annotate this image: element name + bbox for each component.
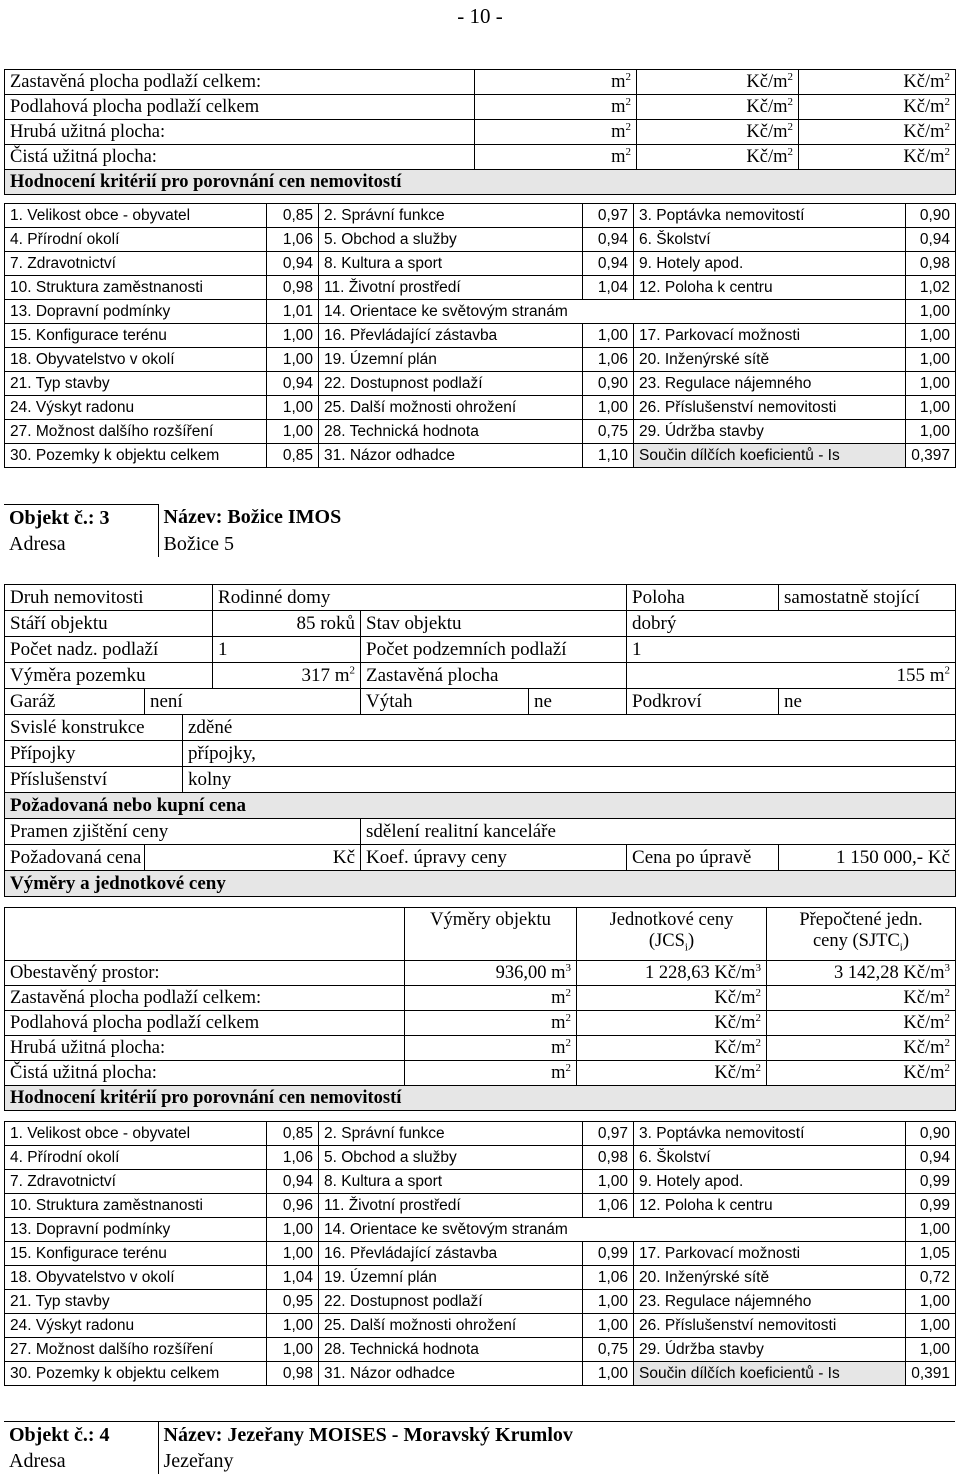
area-label: Čistá užitná plocha: <box>5 1061 405 1086</box>
criteria-label: 26. Příslušenství nemovitosti <box>634 1314 906 1338</box>
criteria-label: 8. Kultura a sport <box>319 1170 583 1194</box>
garaz-value: není <box>145 689 361 715</box>
col-sjtc: Přepočtené jedn. ceny $(SJTC_i)$ <box>767 908 956 961</box>
criteria-label: 11. Životní prostředí <box>319 276 583 300</box>
criteria-label: 7. Zdravotnictví <box>5 252 267 276</box>
criteria-label: 21. Typ stavby <box>5 1290 267 1314</box>
criteria-label: 3. Poptávka nemovitostí <box>634 1122 906 1146</box>
criteria-row <box>5 1194 956 1218</box>
object3-address: Božice 5 <box>158 531 955 557</box>
area-label: Hrubá užitná plocha: <box>5 120 475 145</box>
criteria-row <box>5 1338 956 1362</box>
criteria-value: 1,00 <box>267 1218 319 1242</box>
criteria-value: 1,06 <box>583 1194 634 1218</box>
object3-address-label: Adresa <box>9 532 66 555</box>
criteria-label: 31. Názor odhadce <box>319 1362 583 1386</box>
criteria-row <box>5 372 956 396</box>
criteria-label: 2. Správní funkce <box>319 1122 583 1146</box>
criteria-row <box>5 420 956 444</box>
area-recalc: $Kč/m^2$ <box>767 986 956 1011</box>
pramen-value: sdělení realitní kanceláře <box>361 819 956 845</box>
criteria-value: 1,06 <box>583 1266 634 1290</box>
criteria-label: 5. Obchod a služby <box>319 228 583 252</box>
criteria-value: 0,94 <box>583 252 634 276</box>
criteria-label: 23. Regulace nájemného <box>634 1290 906 1314</box>
criteria-label: 25. Další možnosti ohrožení <box>319 396 583 420</box>
criteria-value: 0,94 <box>906 1146 956 1170</box>
criteria-label: Součin dílčích koeficientů - Is <box>634 1362 906 1386</box>
criteria-value: 0,397 <box>906 444 956 468</box>
zastav-label: Zastavěná plocha <box>361 663 627 689</box>
area-value: $m^2$ <box>475 95 637 120</box>
obestav-value: 936,00 $m^3$ <box>405 961 577 986</box>
criteria-value: 1,00 <box>906 396 956 420</box>
pozad-heading: Požadovaná nebo kupní cena <box>5 793 956 819</box>
area-label: Hrubá užitná plocha: <box>5 1036 405 1061</box>
pripojky-label: Přípojky <box>5 741 183 767</box>
area-value: $m^2$ <box>405 1036 577 1061</box>
area-label: Podlahová plocha podlaží celkem <box>5 95 475 120</box>
podzem-label: Počet podzemních podlaží <box>361 637 627 663</box>
obestav-sjtc: 3 142,28 $Kč/m^3$ <box>767 961 956 986</box>
area-value: $m^2$ <box>405 1061 577 1086</box>
criteria-value: 0,94 <box>267 252 319 276</box>
criteria-value: 1,00 <box>267 348 319 372</box>
criteria-value: 0,97 <box>583 1122 634 1146</box>
object4-header <box>4 1421 955 1474</box>
area-label: Podlahová plocha podlaží celkem <box>5 1011 405 1036</box>
koef-label: Koef. úpravy ceny <box>361 845 627 871</box>
criteria-value: 1,04 <box>583 276 634 300</box>
criteria-label: 22. Dostupnost podlaží <box>319 372 583 396</box>
criteria-value: 0,75 <box>583 420 634 444</box>
criteria-row <box>5 1362 956 1386</box>
area-recalc: $Kč/m^2$ <box>767 1036 956 1061</box>
criteria-value: 1,00 <box>267 324 319 348</box>
criteria-value: 1,00 <box>583 1290 634 1314</box>
criteria-label: 11. Životní prostředí <box>319 1194 583 1218</box>
criteria-value: 1,00 <box>906 1338 956 1362</box>
criteria-label: 19. Územní plán <box>319 348 583 372</box>
criteria-label: 24. Výskyt radonu <box>5 396 267 420</box>
criteria-value: 0,98 <box>267 276 319 300</box>
criteria-label: 30. Pozemky k objektu celkem <box>5 1362 267 1386</box>
criteria-row <box>5 348 956 372</box>
criteria-value: 0,99 <box>906 1194 956 1218</box>
criteria-label: 14. Orientace ke světovým stranám <box>319 1218 906 1242</box>
criteria-value: 0,85 <box>267 204 319 228</box>
area-value: $m^2$ <box>405 1011 577 1036</box>
pripojky-value: přípojky, <box>183 741 956 767</box>
druh-label: Druh nemovitosti <box>5 585 213 611</box>
criteria-value: 1,06 <box>267 228 319 252</box>
criteria-label: 19. Územní plán <box>319 1266 583 1290</box>
criteria-value: 1,00 <box>906 1290 956 1314</box>
criteria-row <box>5 1170 956 1194</box>
criteria-value: 0,72 <box>906 1266 956 1290</box>
stari-value: 85 roků <box>213 611 361 637</box>
criteria-value: 0,90 <box>906 1122 956 1146</box>
podzem-value: 1 <box>627 637 956 663</box>
pozcena-value: Kč <box>145 845 361 871</box>
stav-value: dobrý <box>627 611 956 637</box>
criteria-label: 17. Parkovací možnosti <box>634 1242 906 1266</box>
area-row <box>5 1011 956 1036</box>
area-value: $m^2$ <box>475 70 637 95</box>
criteria-label: 16. Převládající zástavba <box>319 324 583 348</box>
criteria-value: 0,391 <box>906 1362 956 1386</box>
criteria-label: 7. Zdravotnictví <box>5 1170 267 1194</box>
criteria-row <box>5 1314 956 1338</box>
criteria-label: 12. Poloha k centru <box>634 1194 906 1218</box>
criteria-label: 1. Velikost obce - obyvatel <box>5 204 267 228</box>
pocet-value: 1 <box>213 637 361 663</box>
criteria-label: 15. Konfigurace terénu <box>5 1242 267 1266</box>
area-label: Zastavěná plocha podlaží celkem: <box>5 70 475 95</box>
criteria-value: 1,00 <box>267 396 319 420</box>
criteria-value: 0,85 <box>267 444 319 468</box>
criteria-value: 0,85 <box>267 1122 319 1146</box>
criteria-value: 1,10 <box>583 444 634 468</box>
criteria-label: 13. Dopravní podmínky <box>5 1218 267 1242</box>
criteria-label: 29. Údržba stavby <box>634 1338 906 1362</box>
criteria-label: 29. Údržba stavby <box>634 420 906 444</box>
criteria-label: 18. Obyvatelstvo v okolí <box>5 348 267 372</box>
criteria-table-2 <box>4 1121 956 1386</box>
criteria-value: 0,99 <box>583 1242 634 1266</box>
criteria-label: 27. Možnost dalšího rozšíření <box>5 420 267 444</box>
druh-value: Rodinné domy <box>213 585 627 611</box>
area-unit-price: $Kč/m^2$ <box>637 70 799 95</box>
area-row <box>5 95 956 120</box>
criteria-value: 0,98 <box>906 252 956 276</box>
area-recalc: $Kč/m^2$ <box>767 1061 956 1086</box>
area-table-top <box>4 69 956 195</box>
area-row <box>5 986 956 1011</box>
criteria-label: 6. Školství <box>634 228 906 252</box>
criteria-value: 1,06 <box>267 1146 319 1170</box>
object4-label: Objekt č.: 4 <box>4 1422 158 1449</box>
prislus-value: kolny <box>183 767 956 793</box>
criteria-value: 1,00 <box>583 1314 634 1338</box>
criteria-label: 4. Přírodní okolí <box>5 228 267 252</box>
criteria-value: 0,98 <box>583 1146 634 1170</box>
criteria-value: 1,00 <box>583 1362 634 1386</box>
criteria-value: 0,98 <box>267 1362 319 1386</box>
object3-header <box>4 504 955 557</box>
criteria-value: 1,01 <box>267 300 319 324</box>
area-label: Zastavěná plocha podlaží celkem: <box>5 986 405 1011</box>
criteria-label: 3. Poptávka nemovitostí <box>634 204 906 228</box>
criteria-row <box>5 1266 956 1290</box>
criteria-value: 1,00 <box>267 420 319 444</box>
criteria-label: 8. Kultura a sport <box>319 252 583 276</box>
criteria-label: 9. Hotely apod. <box>634 1170 906 1194</box>
podkrovi-value: ne <box>779 689 956 715</box>
criteria-row <box>5 1122 956 1146</box>
area-row <box>5 70 956 95</box>
criteria-heading-2: Hodnocení kritérií pro porovnání cen nemovitostí <box>5 1086 956 1111</box>
criteria-value: 0,90 <box>906 204 956 228</box>
criteria-label: 23. Regulace nájemného <box>634 372 906 396</box>
area-unit-price: $Kč/m^2$ <box>577 986 767 1011</box>
criteria-value: 1,05 <box>906 1242 956 1266</box>
criteria-label: 21. Typ stavby <box>5 372 267 396</box>
criteria-row <box>5 324 956 348</box>
criteria-row <box>5 300 956 324</box>
criteria-row <box>5 276 956 300</box>
area-recalc: $Kč/m^2$ <box>799 95 956 120</box>
svisle-value: zděné <box>183 715 956 741</box>
object4-address: Jezeřany <box>158 1448 955 1474</box>
criteria-label: 25. Další možnosti ohrožení <box>319 1314 583 1338</box>
object3-name: Název: Božice IMOS <box>158 505 955 532</box>
criteria-value: 1,02 <box>906 276 956 300</box>
pocet-label: Počet nadz. podlaží <box>5 637 213 663</box>
criteria-row <box>5 1218 956 1242</box>
area-unit-price: $Kč/m^2$ <box>637 95 799 120</box>
vymera-value: 317 $m^2$ <box>213 663 361 689</box>
criteria-label: 27. Možnost dalšího rozšíření <box>5 1338 267 1362</box>
criteria-row <box>5 1146 956 1170</box>
criteria-row <box>5 204 956 228</box>
criteria-table-1 <box>4 203 956 468</box>
criteria-value: 1,00 <box>906 324 956 348</box>
criteria-value: 1,00 <box>906 348 956 372</box>
criteria-row <box>5 1290 956 1314</box>
criteria-value: 1,00 <box>267 1338 319 1362</box>
criteria-value: 0,99 <box>906 1170 956 1194</box>
criteria-value: 1,00 <box>906 300 956 324</box>
criteria-label: 15. Konfigurace terénu <box>5 324 267 348</box>
vymera-label: Výměra pozemku <box>5 663 213 689</box>
criteria-value: 1,00 <box>267 1242 319 1266</box>
stav-label: Stav objektu <box>361 611 627 637</box>
area-unit-price: $Kč/m^2$ <box>637 145 799 170</box>
area-unit-price: $Kč/m^2$ <box>637 120 799 145</box>
criteria-label: 10. Struktura zaměstnanosti <box>5 276 267 300</box>
area-value: $m^2$ <box>405 986 577 1011</box>
criteria-value: 1,00 <box>906 372 956 396</box>
stari-label: Stáří objektu <box>5 611 213 637</box>
criteria-label: 12. Poloha k centru <box>634 276 906 300</box>
criteria-value: 1,00 <box>583 1170 634 1194</box>
criteria-value: 0,95 <box>267 1290 319 1314</box>
criteria-value: 1,04 <box>267 1266 319 1290</box>
criteria-row <box>5 228 956 252</box>
vymery-heading: Výměry a jednotkové ceny <box>5 871 956 897</box>
criteria-row <box>5 252 956 276</box>
area-recalc: $Kč/m^2$ <box>799 145 956 170</box>
area-row <box>5 1036 956 1061</box>
criteria-label: 20. Inženýrské sítě <box>634 348 906 372</box>
area-label: Čistá užitná plocha: <box>5 145 475 170</box>
podkrovi-label: Podkroví <box>627 689 779 715</box>
criteria-label: 26. Příslušenství nemovitosti <box>634 396 906 420</box>
criteria-value: 1,00 <box>583 324 634 348</box>
prislus-label: Příslušenství <box>5 767 183 793</box>
criteria-label: 9. Hotely apod. <box>634 252 906 276</box>
criteria-label: 14. Orientace ke světovým stranám <box>319 300 906 324</box>
criteria-label: 24. Výskyt radonu <box>5 1314 267 1338</box>
criteria-heading: Hodnocení kritérií pro porovnání cen nemovitostí <box>5 170 956 195</box>
poupr-label: Cena po úpravě <box>627 845 779 871</box>
criteria-label: Součin dílčích koeficientů - Is <box>634 444 906 468</box>
criteria-label: 4. Přírodní okolí <box>5 1146 267 1170</box>
poloha-label: Poloha <box>627 585 779 611</box>
area-unit-price: $Kč/m^2$ <box>577 1061 767 1086</box>
criteria-value: 1,00 <box>906 420 956 444</box>
criteria-label: 6. Školství <box>634 1146 906 1170</box>
criteria-row <box>5 444 956 468</box>
criteria-label: 18. Obyvatelstvo v okolí <box>5 1266 267 1290</box>
criteria-label: 30. Pozemky k objektu celkem <box>5 444 267 468</box>
criteria-label: 13. Dopravní podmínky <box>5 300 267 324</box>
col-jcs: Jednotkové ceny $(JCS_i)$ <box>577 908 767 961</box>
criteria-row <box>5 396 956 420</box>
criteria-label: 31. Názor odhadce <box>319 444 583 468</box>
area-table-object3 <box>4 907 956 1111</box>
criteria-row <box>5 1242 956 1266</box>
criteria-label: 28. Technická hodnota <box>319 1338 583 1362</box>
criteria-value: 1,00 <box>583 396 634 420</box>
criteria-label: 28. Technická hodnota <box>319 420 583 444</box>
col-vymery: Výměry objektu <box>405 908 577 961</box>
criteria-label: 17. Parkovací možnosti <box>634 324 906 348</box>
area-value: $m^2$ <box>475 145 637 170</box>
area-row <box>5 1061 956 1086</box>
criteria-value: 1,06 <box>583 348 634 372</box>
criteria-value: 0,97 <box>583 204 634 228</box>
poupr-value: 1 150 000,- Kč <box>779 845 956 871</box>
obestav-jcs: 1 228,63 $Kč/m^3$ <box>577 961 767 986</box>
criteria-label: 22. Dostupnost podlaží <box>319 1290 583 1314</box>
criteria-label: 20. Inženýrské sítě <box>634 1266 906 1290</box>
area-unit-price: $Kč/m^2$ <box>577 1036 767 1061</box>
area-row <box>5 120 956 145</box>
criteria-value: 0,94 <box>906 228 956 252</box>
area-row <box>5 145 956 170</box>
area-recalc: $Kč/m^2$ <box>799 70 956 95</box>
object4-name: Název: Jezeřany MOISES - Moravský Krumlov <box>158 1422 955 1449</box>
criteria-value: 0,94 <box>267 1170 319 1194</box>
pozcena-label: Požadovaná cena <box>5 845 145 871</box>
obestav-label: Obestavěný prostor: <box>5 961 405 986</box>
criteria-value: 0,75 <box>583 1338 634 1362</box>
area-unit-price: $Kč/m^2$ <box>577 1011 767 1036</box>
criteria-label: 16. Převládající zástavba <box>319 1242 583 1266</box>
criteria-label: 10. Struktura zaměstnanosti <box>5 1194 267 1218</box>
criteria-value: 1,00 <box>906 1314 956 1338</box>
criteria-value: 1,00 <box>267 1314 319 1338</box>
object4-address-label: Adresa <box>9 1449 66 1472</box>
poloha-value: samostatně stojící <box>779 585 956 611</box>
criteria-value: 0,94 <box>583 228 634 252</box>
area-recalc: $Kč/m^2$ <box>799 120 956 145</box>
vytah-label: Výtah <box>361 689 529 715</box>
criteria-value: 0,90 <box>583 372 634 396</box>
zastav-value: 155 $m^2$ <box>627 663 956 689</box>
area-recalc: $Kč/m^2$ <box>767 1011 956 1036</box>
criteria-value: 0,96 <box>267 1194 319 1218</box>
object3-details <box>4 584 956 897</box>
criteria-label: 2. Správní funkce <box>319 204 583 228</box>
area-value: $m^2$ <box>475 120 637 145</box>
criteria-label: 1. Velikost obce - obyvatel <box>5 1122 267 1146</box>
pramen-label: Pramen zjištění ceny <box>5 819 361 845</box>
criteria-value: 0,94 <box>267 372 319 396</box>
criteria-label: 5. Obchod a služby <box>319 1146 583 1170</box>
criteria-value: 1,00 <box>906 1218 956 1242</box>
garaz-label: Garáž <box>5 689 145 715</box>
page-number: - 10 - <box>457 4 503 28</box>
vytah-value: ne <box>529 689 627 715</box>
object3-label: Objekt č.: 3 <box>4 505 158 532</box>
svisle-label: Svislé konstrukce <box>5 715 183 741</box>
